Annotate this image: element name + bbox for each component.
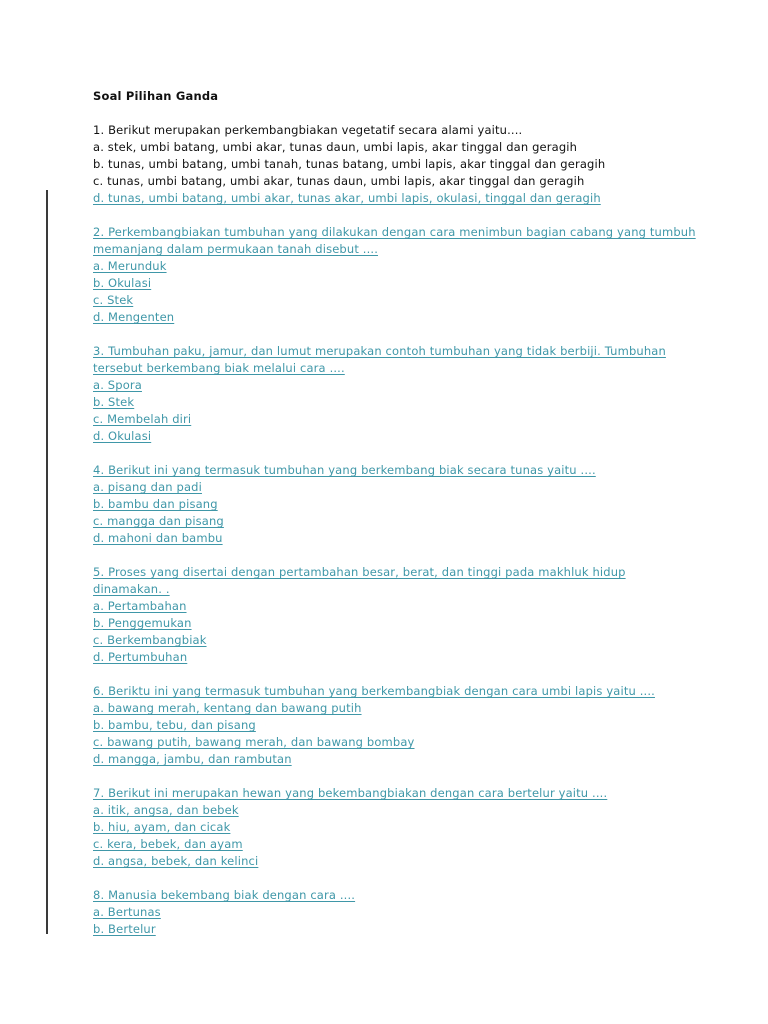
option-b-link[interactable]: b. bambu, tebu, dan pisang: [93, 718, 256, 732]
question-4: [93, 462, 713, 547]
option-a-link[interactable]: a. bawang merah, kentang dan bawang putih: [93, 701, 362, 715]
option-a-link[interactable]: a. Spora: [93, 378, 142, 392]
question-5: [93, 564, 713, 666]
option-a: a. stek, umbi batang, umbi akar, tunas daun, umbi lapis, akar tinggal dan geragih: [93, 140, 578, 154]
option-d-link[interactable]: d. Mengenten: [93, 310, 175, 324]
option-c-link[interactable]: c. mangga dan pisang: [93, 514, 224, 528]
question-stem-link[interactable]: dinamakan. .: [93, 582, 170, 596]
option-a-link[interactable]: a. Bertunas: [93, 905, 161, 919]
question-2: [93, 224, 713, 326]
option-b-link[interactable]: b. hiu, ayam, dan cicak: [93, 820, 231, 834]
option-d-link[interactable]: d. mangga, jambu, dan rambutan: [93, 752, 292, 766]
option-c-link[interactable]: c. Membelah diri: [93, 412, 192, 426]
option-c: c. tunas, umbi batang, umbi akar, tunas daun, umbi lapis, akar tinggal dan geragih: [93, 174, 585, 188]
option-c-link[interactable]: c. kera, bebek, dan ayam: [93, 837, 243, 851]
option-b-link[interactable]: b. Penggemukan: [93, 616, 192, 630]
question-stem-link[interactable]: tersebut berkembang biak melalui cara ....: [93, 361, 345, 375]
option-b-link[interactable]: b. Bertelur: [93, 922, 156, 936]
document-page: [93, 88, 713, 955]
option-b-link[interactable]: b. bambu dan pisang: [93, 497, 218, 511]
question-6: [93, 683, 713, 768]
option-b-link[interactable]: b. Stek: [93, 395, 135, 409]
question-stem: 1. Berikut merupakan perkembangbiakan vegetatif secara alami yaitu....: [93, 123, 523, 137]
option-a-link[interactable]: a. pisang dan padi: [93, 480, 202, 494]
document-title: Soal Pilihan Ganda: [93, 89, 219, 103]
question-stem-link[interactable]: 3. Tumbuhan paku, jamur, dan lumut merupakan contoh tumbuhan yang tidak berbiji. Tumbuhan: [93, 344, 666, 358]
option-a-link[interactable]: a. itik, angsa, dan bebek: [93, 803, 239, 817]
question-stem-link[interactable]: memanjang dalam permukaan tanah disebut ....: [93, 242, 379, 256]
option-c-link[interactable]: c. Stek: [93, 293, 134, 307]
question-stem-link[interactable]: 8. Manusia bekembang biak dengan cara ....: [93, 888, 356, 902]
question-8: [93, 887, 713, 938]
option-d-link[interactable]: d. mahoni dan bambu: [93, 531, 223, 545]
option-d-link[interactable]: d. Pertumbuhan: [93, 650, 188, 664]
question-1: [93, 122, 713, 207]
question-7: [93, 785, 713, 870]
question-3: [93, 343, 713, 445]
option-a-link[interactable]: a. Pertambahan: [93, 599, 187, 613]
question-stem-link[interactable]: 6. Beriktu ini yang termasuk tumbuhan yang berkembangbiak dengan cara umbi lapis yaitu ....: [93, 684, 655, 698]
margin-change-bar: [46, 190, 48, 934]
question-stem-link[interactable]: 7. Berikut ini merupakan hewan yang bekembangbiakan dengan cara bertelur yaitu ....: [93, 786, 608, 800]
option-c-link[interactable]: c. Berkembangbiak: [93, 633, 207, 647]
question-stem-link[interactable]: 2. Perkembangbiakan tumbuhan yang dilakukan dengan cara menimbun bagian cabang yang tumbuh: [93, 225, 696, 239]
option-d-link[interactable]: d. angsa, bebek, dan kelinci: [93, 854, 259, 868]
option-d-link[interactable]: d. tunas, umbi batang, umbi akar, tunas akar, umbi lapis, okulasi, tinggal dan geragih: [93, 191, 601, 205]
option-b: b. tunas, umbi batang, umbi tanah, tunas batang, umbi lapis, akar tinggal dan geragih: [93, 157, 606, 171]
option-c-link[interactable]: c. bawang putih, bawang merah, dan bawang bombay: [93, 735, 415, 749]
option-a-link[interactable]: a. Merunduk: [93, 259, 167, 273]
question-stem-link[interactable]: 5. Proses yang disertai dengan pertambahan besar, berat, dan tinggi pada makhluk hidup: [93, 565, 626, 579]
question-stem-link[interactable]: 4. Berikut ini yang termasuk tumbuhan yang berkembang biak secara tunas yaitu ....: [93, 463, 596, 477]
option-b-link[interactable]: b. Okulasi: [93, 276, 152, 290]
option-d-link[interactable]: d. Okulasi: [93, 429, 152, 443]
